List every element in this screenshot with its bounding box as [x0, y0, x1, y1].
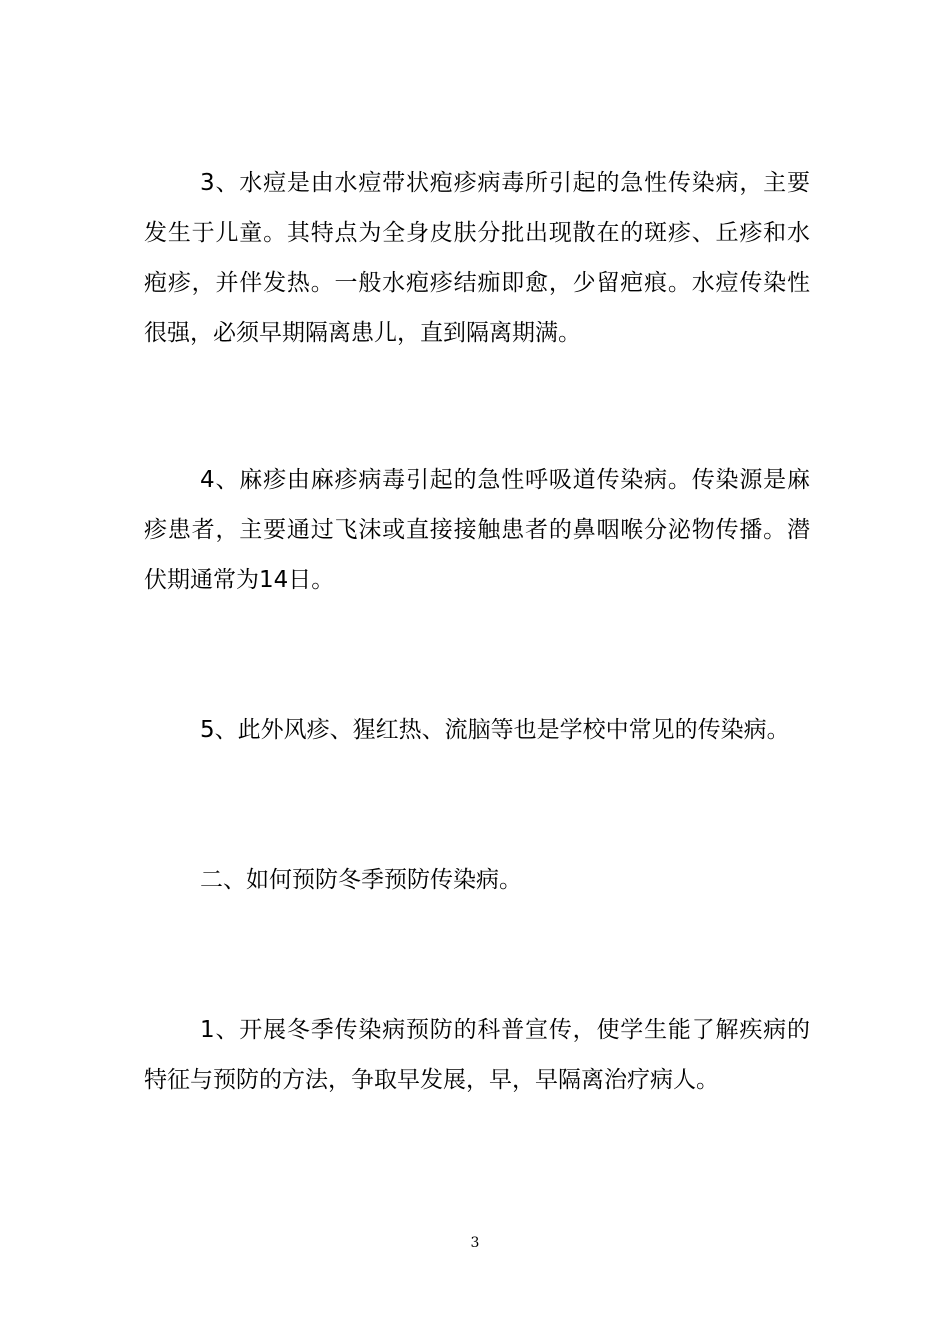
- paragraph-measles: 4、麻疹由麻疹病毒引起的急性呼吸道传染病。传染源是麻疹患者，主要通过飞沫或直接接触患者的鼻咽喉分泌物传播。潜伏期通常为14日。: [144, 467, 810, 593]
- section-heading-prevention: 二、如何预防冬季预防传染病。: [200, 867, 522, 893]
- paragraph-other-diseases: 5、此外风疹、猩红热、流脑等也是学校中常见的传染病。: [200, 717, 790, 743]
- paragraph-chickenpox: 3、水痘是由水痘带状疱疹病毒所引起的急性传染病，主要发生于儿童。其特点为全身皮肤分批出现散在的斑疹、丘疹和水疱疹，并伴发热。一般水疱疹结痂即愈，少留疤痕。水痘传染性很强，必须早期隔离患儿，直到隔离期满。: [144, 170, 810, 346]
- page-number: 3: [470, 1235, 480, 1251]
- paragraph-prevention-education: 1、开展冬季传染病预防的科普宣传，使学生能了解疾病的特征与预防的方法，争取早发展，早，早隔离治疗病人。: [144, 1017, 810, 1093]
